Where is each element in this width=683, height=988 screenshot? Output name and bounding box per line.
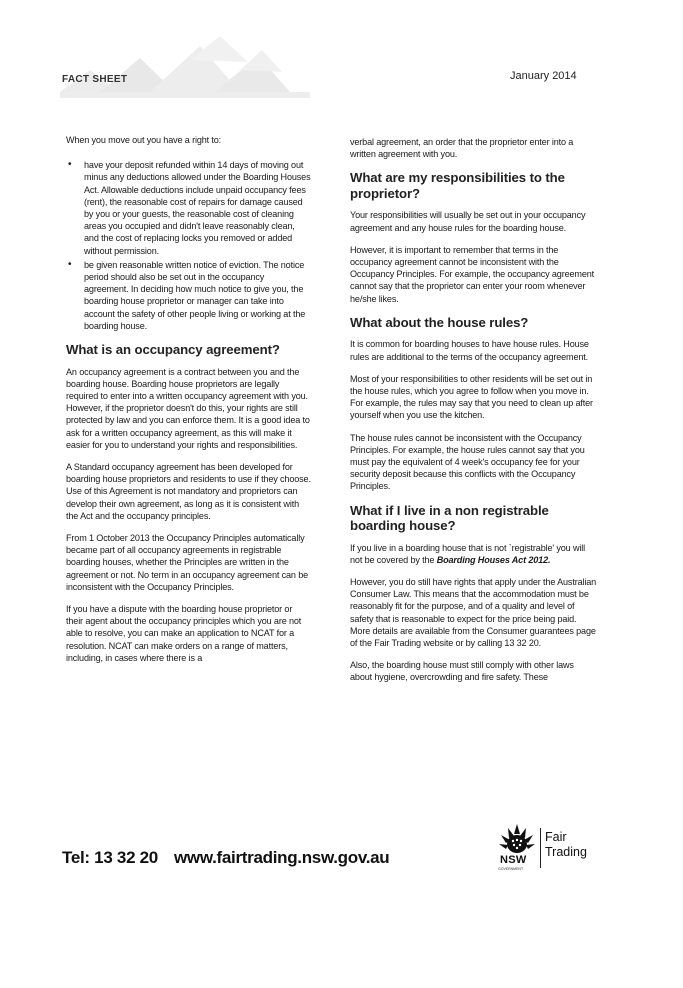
logo-government-text: GOVERNMENT xyxy=(498,867,524,871)
paragraph: However, you do still have rights that apply under the Australian Consumer Law. This means that the accommodation must be reasonably fit for the purpose, and of a quality and level of safety that is reasonable to expect for the price being paid. More details are available from the Consumer guarantees page of the Fair Trading website or by calling 13 32 20. xyxy=(350,576,597,648)
right-column xyxy=(350,136,598,694)
header-band xyxy=(0,0,683,110)
footer-website-link[interactable]: www.fairtrading.nsw.gov.au xyxy=(173,848,390,867)
paragraph: Also, the boarding house must still comply with other laws about hygiene, overcrowding and fire safety. These xyxy=(350,660,574,683)
list-item: • be given reasonable written notice of eviction. The notice period should also be set out in the occupancy agreement. In deciding how much notice to give you, the boarding house proprietor or manager can take into account the safety of other people living or working at the boarding house. xyxy=(66,259,311,332)
left-column xyxy=(66,134,311,674)
move-out-rights-list xyxy=(66,159,311,332)
continuation-paragraph: verbal agreement, an order that the proprietor enter into a written agreement with you. xyxy=(350,137,574,160)
document-date: January 2014 xyxy=(510,70,577,82)
fact-sheet-label: FACT SHEET xyxy=(62,74,128,85)
non-registrable-text: If you live in a boarding house that is not `registrable' you will not be covered by the xyxy=(350,542,585,565)
paragraph: If you have a dispute with the boarding house proprietor or their agent about the occupancy principles which you are not able to resolve, you can make an application to NCAT for a resolution. NCAT can make orders on a range of matters, including, in cases where there is a xyxy=(66,604,302,663)
footer-contact xyxy=(62,848,389,868)
paragraph: An occupancy agreement is a contract between you and the boarding house. Boarding house proprietors are legally required to enter into a written occupancy agreement with you. However, if the proprietor doesn't do this, your rights are still protected by law and you can enforce them. It is a good idea to ask for a written occupancy agreement, as this will make it easier for you to understand your rights and responsibilities. xyxy=(66,366,310,450)
heading-occupancy-agreement: What is an occupancy agreement? xyxy=(66,342,280,358)
logo-divider xyxy=(540,828,541,868)
logo-nsw-text: NSW xyxy=(500,854,527,866)
list-item: • have your deposit refunded within 14 days of moving out minus any deductions allowed under the Boarding Houses Act. Allowable deductions include unpaid occupancy fees (rent), the reasonable cost of repairs for damage caused by you or your guests, the reasonable cost of cleaning areas you occupied and didn't leave reasonably clean, and the cost of replacing locks you removed or added without permission. xyxy=(66,159,311,257)
hills-pattern-icon xyxy=(0,0,683,110)
paragraph: From 1 October 2013 the Occupancy Principles automatically became part of all occupancy agreements in registrable boarding houses, whether the Principles are written in the agreement or not. No term in an occupancy agreement can be inconsistent with the Occupancy Principles. xyxy=(66,532,309,592)
heading-non-registrable: What if I live in a non registrable boarding house? xyxy=(350,502,549,534)
nsw-fair-trading-logo xyxy=(494,822,604,872)
waratah-flower-icon xyxy=(494,822,540,856)
act-title: Boarding Houses Act 2012. xyxy=(436,554,551,565)
logo-word-fair: Fair xyxy=(545,830,567,844)
footer-phone: Tel: 13 32 20 xyxy=(62,848,158,867)
heading-responsibilities: What are my responsibilities to the proprietor? xyxy=(350,170,565,201)
paragraph: Most of your responsibilities to other residents will be set out in the house rules, which you agree to follow when you move in. For example, the rules may say that you need to clean up after yourself when you use the kitchen. xyxy=(350,373,593,421)
logo-word-trading: Trading xyxy=(545,845,587,859)
paragraph: Your responsibilities will usually be set out in your occupancy agreement and any house rules for the boarding house. xyxy=(350,210,586,233)
paragraph: However, it is important to remember that terms in the occupancy agreement cannot be inconsistent with the Occupancy Principles. For example, the occupancy agreement cannot say that the proprietor can enter your room whenever he/she likes. xyxy=(350,244,595,304)
heading-house-rules: What about the house rules? xyxy=(350,314,529,330)
move-out-intro: When you move out you have a right to: xyxy=(66,135,222,145)
paragraph: The house rules cannot be inconsistent with the Occupancy Principles. For example, the house rules cannot say that you must pay the equivalent of 4 week's occupancy fee for your security deposit because this conflicts with the Occupancy Principles. xyxy=(350,432,585,492)
paragraph xyxy=(350,542,598,566)
paragraph: A Standard occupancy agreement has been developed for boarding house proprietors and residents to use if they choose. Use of this Agreement is not mandatory and proprietors can develop their own agreement, as long as it is consistent with the Act and the occupancy principles. xyxy=(66,461,311,521)
paragraph: It is common for boarding houses to have house rules. House rules are additional to the terms of the occupancy agreement. xyxy=(350,339,589,362)
